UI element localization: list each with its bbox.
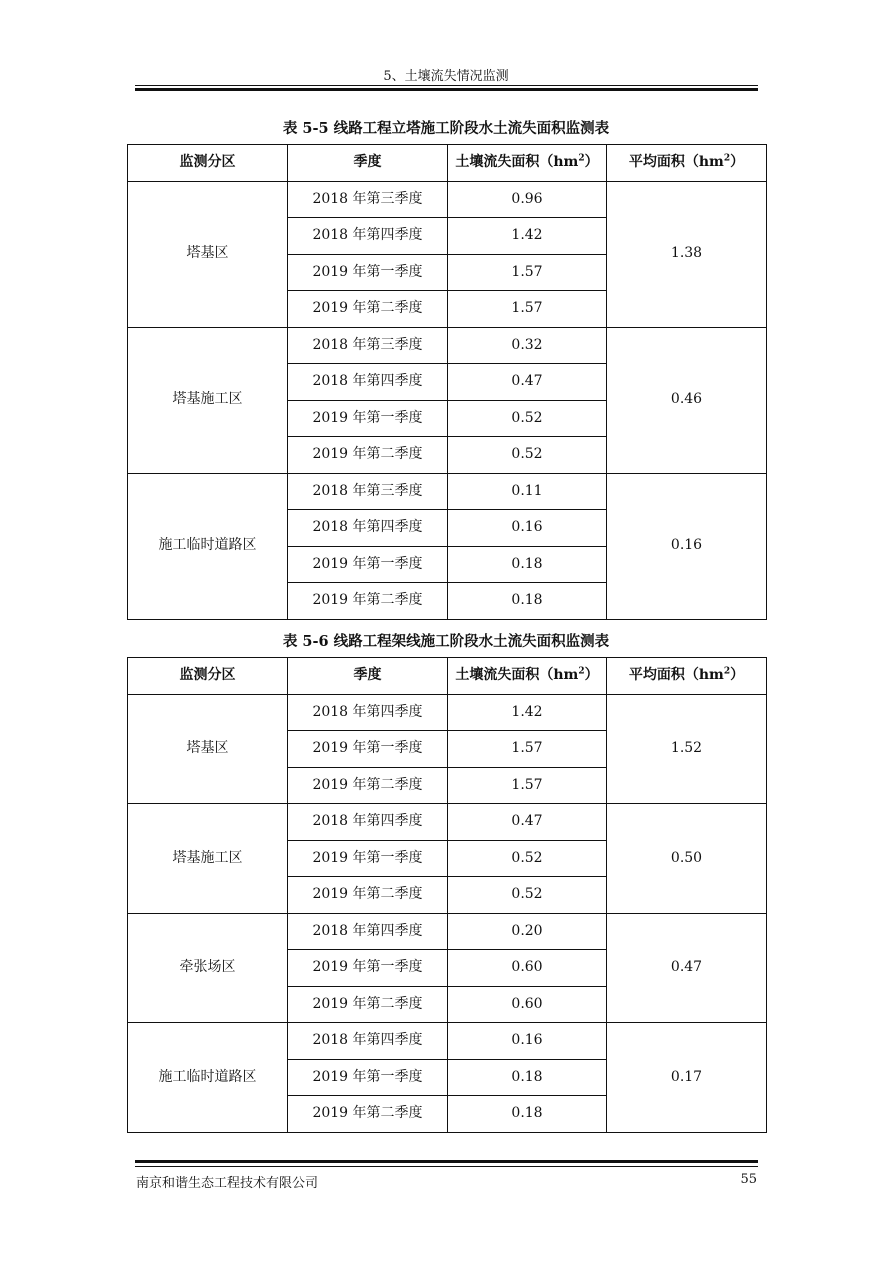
area-cell: 1.57 [448, 767, 607, 804]
avg-cell: 0.17 [607, 1023, 767, 1133]
header-season: 季度 [288, 145, 448, 182]
area-cell: 0.47 [448, 804, 607, 841]
zone-cell: 牵张场区 [128, 913, 288, 1023]
table-5-5 [127, 144, 767, 620]
footer-rule-thin [135, 1166, 758, 1167]
table-5-5-caption: 表 5-5 线路工程立塔施工阶段水土流失面积监测表 [282, 120, 610, 137]
season-cell: 2019 年第二季度 [288, 877, 448, 914]
season-cell: 2018 年第三季度 [288, 327, 448, 364]
area-cell: 1.57 [448, 731, 607, 768]
area-cell: 0.96 [448, 181, 607, 218]
avg-cell: 0.47 [607, 913, 767, 1023]
season-cell: 2019 年第一季度 [288, 254, 448, 291]
season-cell: 2019 年第二季度 [288, 986, 448, 1023]
season-cell: 2019 年第一季度 [288, 731, 448, 768]
area-cell: 0.52 [448, 877, 607, 914]
area-cell: 0.52 [448, 840, 607, 877]
season-cell: 2019 年第二季度 [288, 291, 448, 328]
season-cell: 2019 年第二季度 [288, 583, 448, 620]
header-season: 季度 [288, 658, 448, 695]
season-cell: 2018 年第四季度 [288, 694, 448, 731]
season-cell: 2018 年第三季度 [288, 473, 448, 510]
area-cell: 1.42 [448, 218, 607, 255]
season-cell: 2018 年第四季度 [288, 364, 448, 401]
zone-cell: 塔基施工区 [128, 327, 288, 473]
header-area [448, 658, 607, 695]
area-cell: 0.52 [448, 437, 607, 474]
table-5-6-caption: 表 5-6 线路工程架线施工阶段水土流失面积监测表 [282, 633, 610, 650]
header-area [448, 145, 607, 182]
area-cell: 0.20 [448, 913, 607, 950]
area-cell: 0.60 [448, 986, 607, 1023]
avg-cell: 1.52 [607, 694, 767, 804]
table-row [128, 181, 767, 218]
season-cell: 2019 年第一季度 [288, 1059, 448, 1096]
header-avg-label: 平均面积（hm [628, 667, 724, 684]
header-avg-close: ） [730, 154, 745, 171]
area-cell: 0.18 [448, 1096, 607, 1133]
table-row [128, 694, 767, 731]
area-cell: 0.18 [448, 1059, 607, 1096]
area-cell: 0.16 [448, 510, 607, 547]
zone-cell: 塔基施工区 [128, 804, 288, 914]
season-cell: 2019 年第一季度 [288, 400, 448, 437]
season-cell: 2018 年第四季度 [288, 804, 448, 841]
header-area-sup: 2 [578, 153, 585, 164]
header-area-label: 土壤流失面积（hm [455, 154, 579, 171]
area-cell: 1.57 [448, 254, 607, 291]
area-cell: 0.60 [448, 950, 607, 987]
header-area-close: ） [584, 154, 599, 171]
avg-cell: 0.16 [607, 473, 767, 619]
area-cell: 0.32 [448, 327, 607, 364]
header-avg [607, 658, 767, 695]
zone-cell: 施工临时道路区 [128, 1023, 288, 1133]
table-row [128, 327, 767, 364]
season-cell: 2018 年第四季度 [288, 913, 448, 950]
season-cell: 2019 年第二季度 [288, 767, 448, 804]
area-cell: 0.16 [448, 1023, 607, 1060]
page-number: 55 [740, 1172, 757, 1187]
season-cell: 2018 年第四季度 [288, 510, 448, 547]
header-avg [607, 145, 767, 182]
header-area-close: ） [584, 667, 599, 684]
header-avg-label: 平均面积（hm [628, 154, 724, 171]
table-row [128, 913, 767, 950]
season-cell: 2019 年第二季度 [288, 1096, 448, 1133]
header-zone: 监测分区 [128, 658, 288, 695]
footer-rule-thick [135, 1160, 758, 1163]
area-cell: 0.52 [448, 400, 607, 437]
season-cell: 2019 年第一季度 [288, 840, 448, 877]
zone-cell: 施工临时道路区 [128, 473, 288, 619]
table-header-row [128, 658, 767, 695]
area-cell: 0.18 [448, 583, 607, 620]
header-avg-sup: 2 [723, 153, 731, 164]
season-cell: 2019 年第一季度 [288, 546, 448, 583]
season-cell: 2019 年第一季度 [288, 950, 448, 987]
season-cell: 2018 年第四季度 [288, 218, 448, 255]
area-cell: 1.57 [448, 291, 607, 328]
table-5-6 [127, 657, 767, 1133]
header-zone: 监测分区 [128, 145, 288, 182]
header-avg-close: ） [730, 667, 745, 684]
header-rule-thin [135, 85, 758, 86]
table-row [128, 473, 767, 510]
table-row [128, 1023, 767, 1060]
header-rule-thick [135, 88, 758, 91]
page-header-chapter: 5、土壤流失情况监测 [383, 69, 509, 84]
season-cell: 2019 年第二季度 [288, 437, 448, 474]
avg-cell: 1.38 [607, 181, 767, 327]
area-cell: 0.47 [448, 364, 607, 401]
avg-cell: 0.46 [607, 327, 767, 473]
zone-cell: 塔基区 [128, 694, 288, 804]
header-area-sup: 2 [578, 666, 585, 677]
season-cell: 2018 年第三季度 [288, 181, 448, 218]
avg-cell: 0.50 [607, 804, 767, 914]
season-cell: 2018 年第四季度 [288, 1023, 448, 1060]
zone-cell: 塔基区 [128, 181, 288, 327]
area-cell: 0.11 [448, 473, 607, 510]
header-avg-sup: 2 [723, 666, 731, 677]
footer-company: 南京和谐生态工程技术有限公司 [136, 1176, 319, 1191]
area-cell: 0.18 [448, 546, 607, 583]
header-area-label: 土壤流失面积（hm [455, 667, 579, 684]
area-cell: 1.42 [448, 694, 607, 731]
table-row [128, 804, 767, 841]
table-header-row [128, 145, 767, 182]
